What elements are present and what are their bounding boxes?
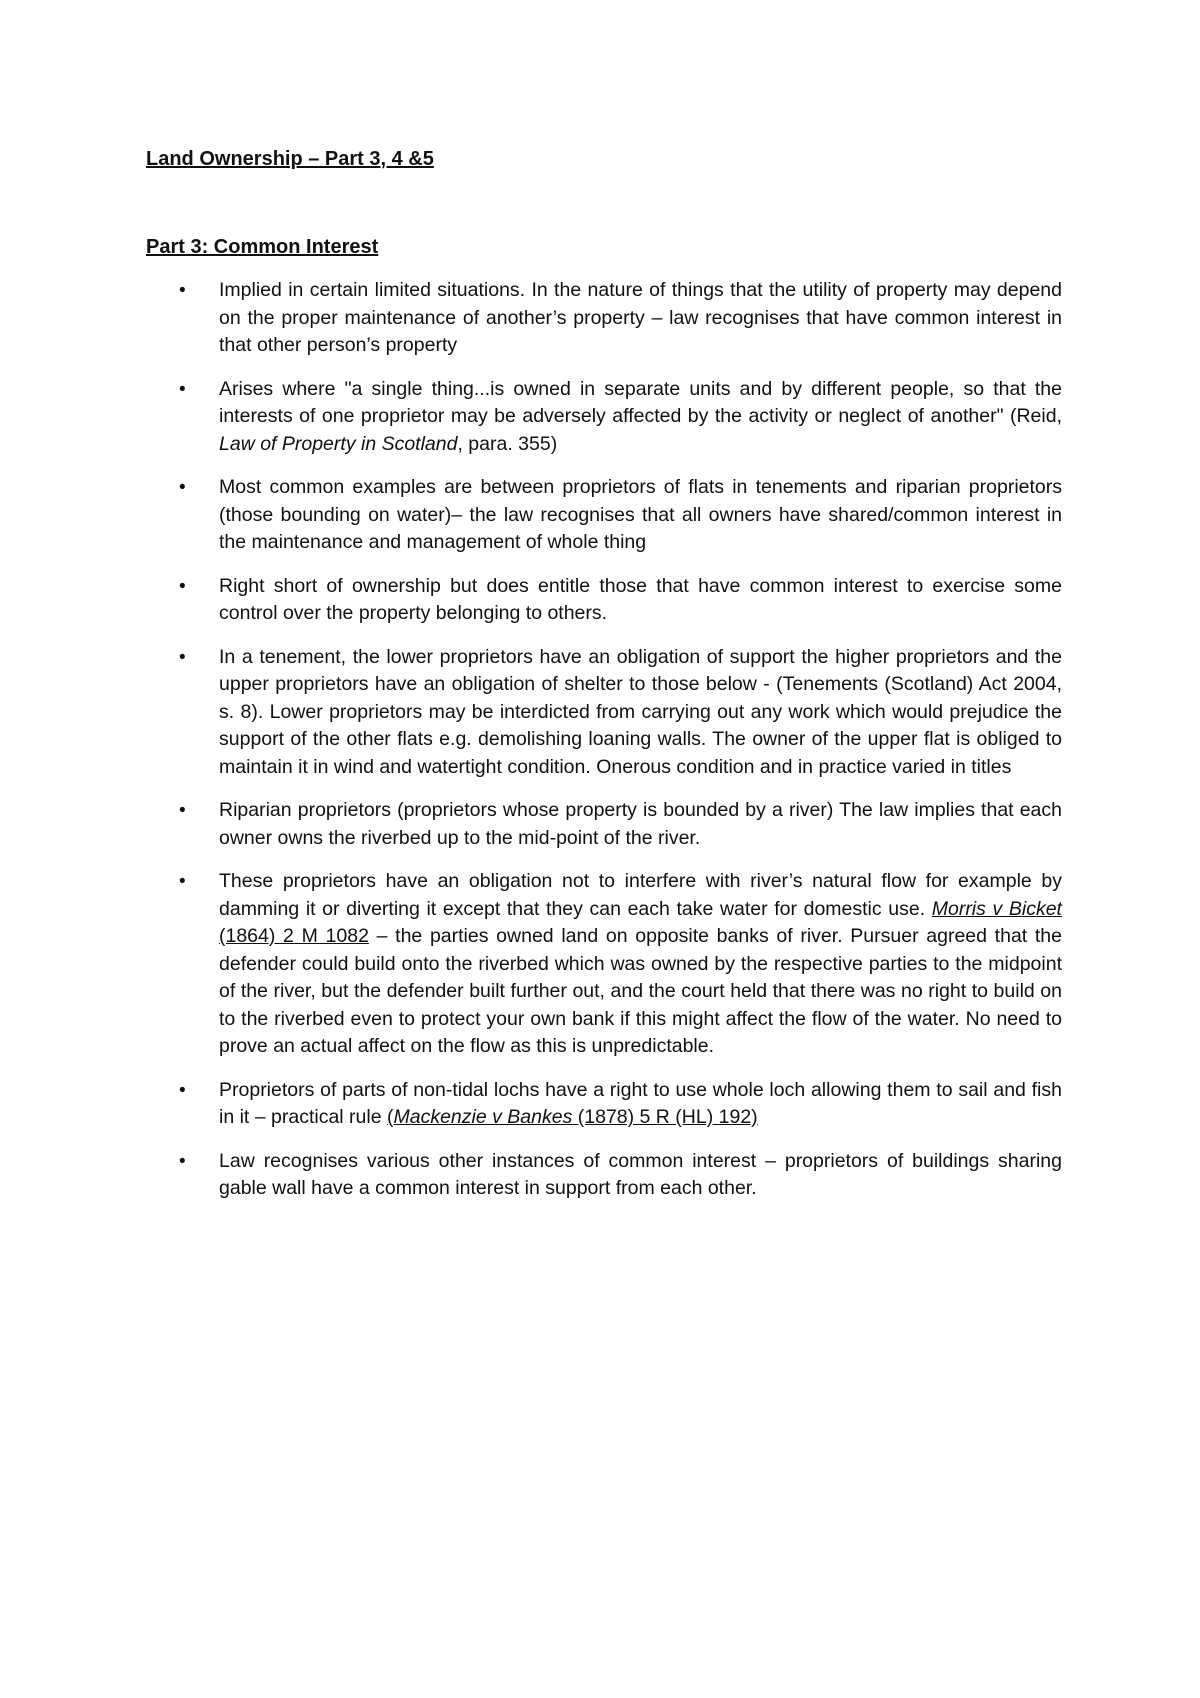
bullet-text: Law recognises various other instances of common interest – proprietors of buildings sharing gable wall have a common interest in support from each other. (219, 1149, 1062, 1199)
case-name-link[interactable]: Morris v Bicket (931, 897, 1062, 920)
bullet-item (146, 644, 1062, 782)
bullet-icon: • (179, 1079, 186, 1101)
bullet-item (146, 474, 1062, 557)
bullet-text: Arises where "a single thing...is owned in separate units and by different people, so that the interests of one proprietor may be adversely affected by the activity or neglect of another" (Reid, (219, 377, 1062, 427)
case-citation[interactable]: (1864) 2 M 1082 (219, 925, 369, 947)
bullet-text: These proprietors have an obligation not to interfere with river’s natural flow for example by damming it or diverting it except that they can each take water for domestic use. (219, 870, 1062, 920)
bullet-text: Riparian proprietors (proprietors whose property is bounded by a river) The law implies that each owner owns the riverbed up to the mid-point of the river. (219, 799, 1062, 849)
bullet-list (146, 277, 1062, 1219)
bullet-item (146, 277, 1062, 360)
case-open-paren[interactable]: ( (387, 1106, 394, 1128)
bullet-icon: • (179, 280, 186, 301)
document-title: Land Ownership – Part 3, 4 &5 (146, 148, 434, 170)
bullet-icon: • (179, 575, 186, 597)
bullet-text: Most common examples are between proprietors of flats in tenements and riparian proprietors (those bounding on water)– the law recognises that all owners have shared/common interest in the maintenance and management of whole thing (219, 476, 1062, 553)
bullet-icon: • (179, 800, 186, 821)
book-reference: Law of Property in Scotland (219, 432, 458, 455)
case-name-link[interactable]: Mackenzie v Bankes (393, 1106, 573, 1128)
bullet-icon: • (179, 477, 186, 498)
bullet-icon: • (179, 1150, 186, 1172)
bullet-text: In a tenement, the lower proprietors have an obligation of support the higher proprietors and the upper proprietors have an obligation of shelter to those below - (Tenements (Scotland) Act 2004, s. 8). Lower proprietors may be interdicted from carrying out any work which would prejudice the support of the other flats e.g. demolishing loaning walls. The owner of the upper flat is obliged to maintain it in wind and watertight condition. Onerous condition and in practice varied in titles (219, 645, 1062, 778)
bullet-text: Proprietors of parts of non-tidal lochs have a right to use whole loch allowing them to sail and fish in it – practical rule (219, 1078, 1062, 1128)
section-heading: Part 3: Common Interest (146, 236, 379, 258)
bullet-item (146, 376, 1062, 459)
bullet-item (146, 868, 1062, 1061)
bullet-item (146, 797, 1062, 852)
bullet-item (146, 1077, 1062, 1132)
bullet-icon: • (179, 871, 186, 892)
bullet-icon: • (179, 646, 186, 668)
bullet-item (146, 1148, 1062, 1203)
bullet-text: – the parties owned land on opposite banks of river. Pursuer agreed that the defender could build onto the riverbed which was owned by the respective parties to the midpoint of the river, but the defender built further out, and the court held that there was no right to build on to the riverbed even to protect your own bank if this might affect the flow of the water. No need to prove an actual affect on the flow as this is unpredictable. (219, 925, 1063, 1057)
bullet-text: Right short of ownership but does entitle those that have common interest to exercise some control over the property belonging to others. (219, 574, 1062, 624)
case-citation[interactable]: (1878) 5 R (HL) 192) (572, 1106, 758, 1128)
bullet-item (146, 573, 1062, 628)
bullet-icon: • (179, 378, 186, 400)
bullet-text: Implied in certain limited situations. In the nature of things that the utility of property may depend on the proper maintenance of another’s property – law recognises that have common interest in that other person’s property (219, 279, 1062, 356)
bullet-text: , para. 355) (457, 432, 558, 455)
